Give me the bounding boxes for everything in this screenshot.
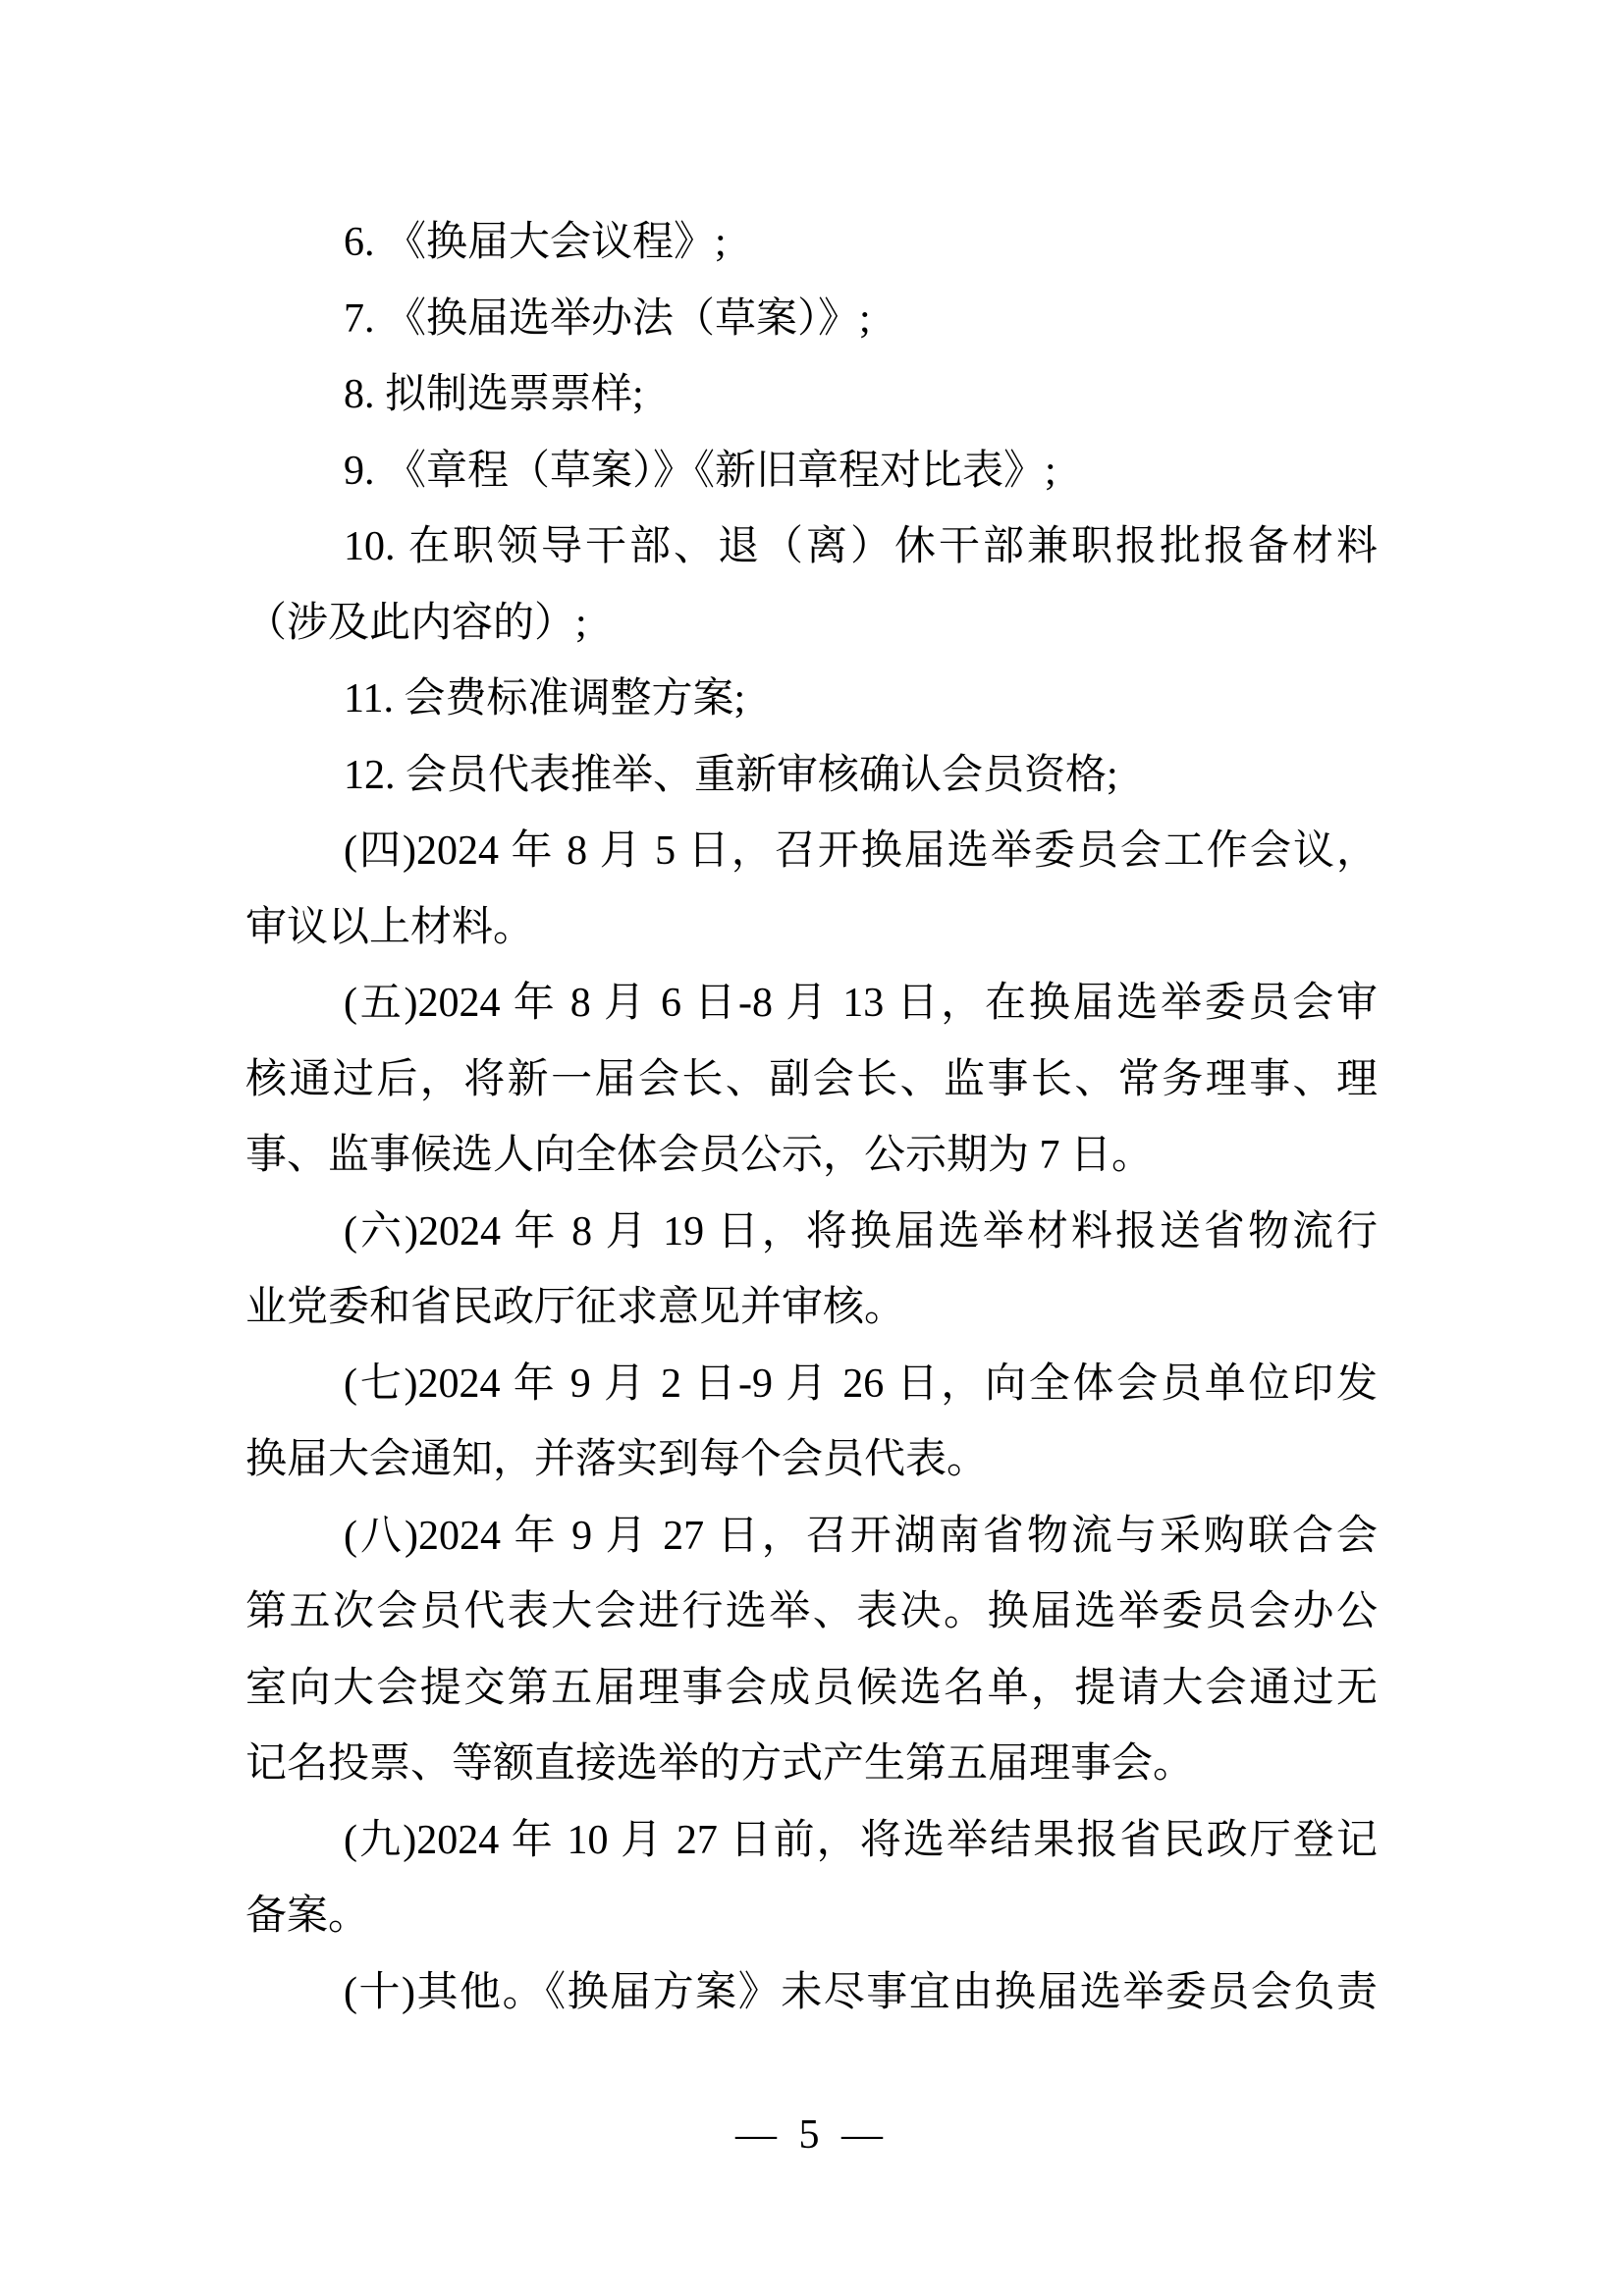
text-line: 审议以上材料。 [245,904,535,950]
text-line: 第五次会员代表大会进行选举、表决。换届选举委员会办公 [245,1589,1378,1634]
text-line: 核通过后，将新一届会长、副会长、监事长、常务理事、理 [245,1056,1378,1102]
text-line: (八)2024 年 9 月 27 日，召开湖南省物流与采购联合会 [344,1513,1378,1559]
text-line: (九)2024 年 10 月 27 日前，将选举结果报省民政厅登记 [344,1817,1378,1863]
text-line: 7. 《换届选举办法（草案）》; [344,295,871,342]
text-line: （涉及此内容的）; [245,600,587,646]
page-number: — 5 — [735,2112,889,2158]
text-line: 12. 会员代表推举、重新审核确认会员资格; [344,752,1118,798]
text-line: 室向大会提交第五届理事会成员候选名单，提请大会通过无 [245,1665,1378,1711]
text-line: (七)2024 年 9 月 2 日-9 月 26 日，向全体会员单位印发 [344,1361,1378,1407]
text-line: 8. 拟制选票票样; [344,372,644,417]
text-line: 换届大会通知，并落实到每个会员代表。 [245,1437,989,1482]
document-body [245,205,1378,2031]
text-line: 10. 在职领导干部、退（离）休干部兼职报批报备材料 [344,524,1378,569]
text-line: 记名投票、等额直接选举的方式产生第五届理事会。 [245,1741,1195,1787]
text-line: 9. 《章程（草案）》《新旧章程对比表》; [344,448,1056,494]
text-line: (十)其他。《换届方案》未尽事宜由换届选举委员会负责 [344,1969,1378,2015]
text-line: 业党委和省民政厅征求意见并审核。 [245,1285,906,1330]
text-line: 备案。 [245,1894,370,1939]
text-line: 事、监事候选人向全体会员公示，公示期为 7 日。 [245,1133,1154,1178]
text-line: (五)2024 年 8 月 6 日-8 月 13 日，在换届选举委员会审 [344,981,1378,1026]
text-line: 11. 会费标准调整方案; [344,676,746,721]
text-line: 6. 《换届大会议程》; [344,220,727,265]
text-line: (四)2024 年 8 月 5 日，召开换届选举委员会工作会议， [344,828,1378,874]
text-line: (六)2024 年 8 月 19 日，将换届选举材料报送省物流行 [344,1208,1378,1255]
